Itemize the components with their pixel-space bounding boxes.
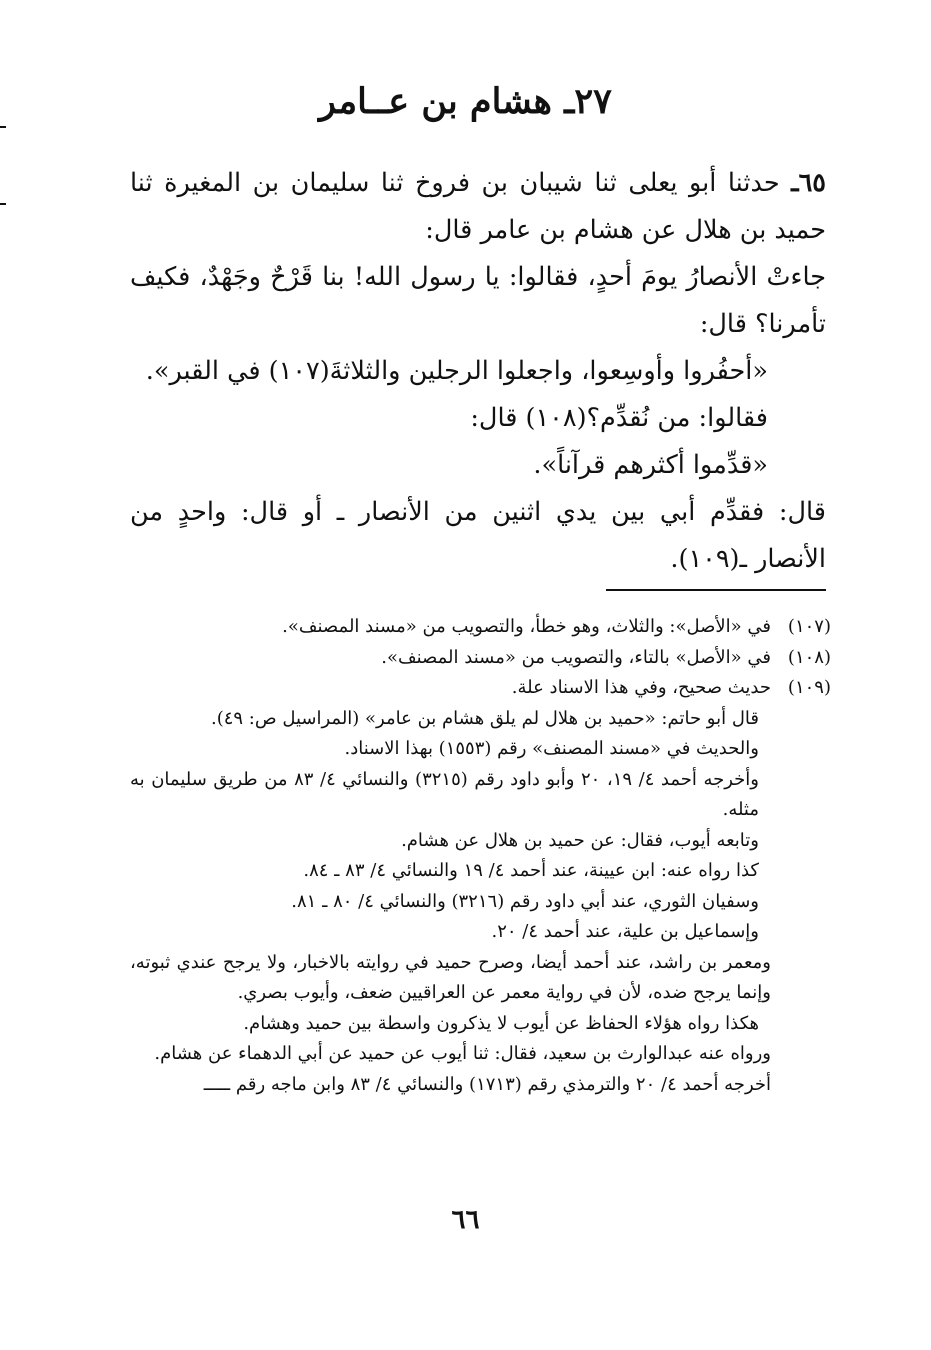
hadith-number: ٦٥ـ: [791, 168, 827, 198]
footnote-paragraph: ومعمر بن راشد، عند أحمد أيضا، وصرح حميد في روايته بالاخبار، ولا يرجح عندي ثبوته، وإنما يرجح ضده، لأن في رواية معمر عن العراقيين ضعف، وأيوب بصري.: [130, 951, 771, 1003]
footnote-paragraph: ورواه عنه عبدالوارث بن سعيد، فقال: ثنا أيوب عن حميد عن أبي الدهماء عن هشام.: [154, 1043, 771, 1064]
page-number: ٦٦: [451, 1205, 480, 1235]
footnote-number: (١٠٩): [787, 677, 831, 698]
footnotes: [130, 612, 831, 1100]
hadith-line: فقالوا: من نُقدِّم؟(١٠٨) قال:: [470, 403, 768, 433]
footnote-paragraph: قال أبو حاتم: «حميد بن هلال لم يلق هشام بن عامر» (المراسيل ص: ٤٩).: [210, 707, 759, 729]
footnote-text: في «الأصل» بالتاء، والتصويب من «مسند المصنف».: [381, 646, 771, 668]
footnote-paragraph: وتابعه أيوب، فقال: عن حميد بن هلال عن هشام.: [401, 829, 759, 851]
hadith-line: قال: فقدِّم أبي بين يدي اثنين من الأنصار ـ أو قال: واحدٍ من الأنصار ـ(١٠٩).: [130, 497, 826, 574]
footnote-paragraph: كذا رواه عنه: ابن عيينة، عند أحمد ٤/ ١٩ والنسائي ٤/ ٨٣ ـ ٨٤.: [303, 860, 759, 881]
footnote: [130, 673, 831, 704]
hadith-line: «قدِّموا أكثرهم قرآناً».: [533, 450, 768, 480]
margin-mark: [0, 126, 6, 128]
footnote-text: في «الأصل»: والثلاث، وهو خطأ، والتصويب من «مسند المصنف».: [282, 616, 771, 637]
hadith-line: «أحفُروا وأوسِعوا، واجعلوا الرجلين والثلاثةَ(١٠٧) في القبر».: [145, 356, 768, 386]
footnote-number: (١٠٧): [787, 616, 831, 637]
footnote-paragraph: هكذا رواه هؤلاء الحفاظ عن أيوب لا يذكرون واسطة بين حميد وهشام.: [243, 1012, 759, 1034]
isnad-text: حدثنا أبو يعلى ثنا شيبان بن فروخ ثنا سليمان بن المغيرة ثنا حميد بن هلال عن هشام بن عامر قال:: [130, 168, 826, 245]
footnote: [130, 643, 831, 674]
margin-mark: [0, 203, 6, 205]
footnote-paragraph: أخرجه أحمد ٤/ ٢٠ والترمذي رقم (١٧١٣) والنسائي ٤/ ٨٣ وابن ماجه رقم ـــــ: [203, 1073, 771, 1095]
footnote-text: حديث صحيح، وفي هذا الاسناد علة.: [511, 677, 771, 698]
footnote-paragraph: وأخرجه أحمد ٤/ ١٩، ٢٠ وأبو داود رقم (٣٢١٥) والنسائي ٤/ ٨٣ من طريق سليمان به مثله.: [130, 768, 759, 820]
footnote-paragraph: والحديث في «مسند المصنف» رقم (١٥٥٣) بهذا الاسناد.: [344, 738, 759, 759]
hadith-isnad: [130, 160, 826, 254]
footnote-separator: [606, 589, 826, 591]
chapter-title: ٢٧ـ هشام بن عــامر: [319, 81, 612, 122]
footnote-paragraph: وسفيان الثوري، عند أبي داود رقم (٣٢١٦) والنسائي ٤/ ٨٠ ـ ٨١.: [291, 890, 759, 912]
hadith-line: جاءتْ الأنصارُ يومَ أحدٍ، فقالوا: يا رسول الله! بنا قَرْحٌ وجَهْدٌ، فكيف تأمرنا؟ قال:: [130, 262, 826, 339]
footnote-paragraph: وإسماعيل بن علية، عند أحمد ٤/ ٢٠.: [491, 921, 759, 942]
hadith-text: [130, 160, 826, 583]
footnote: [130, 612, 831, 643]
footnote-number: (١٠٨): [787, 646, 831, 668]
